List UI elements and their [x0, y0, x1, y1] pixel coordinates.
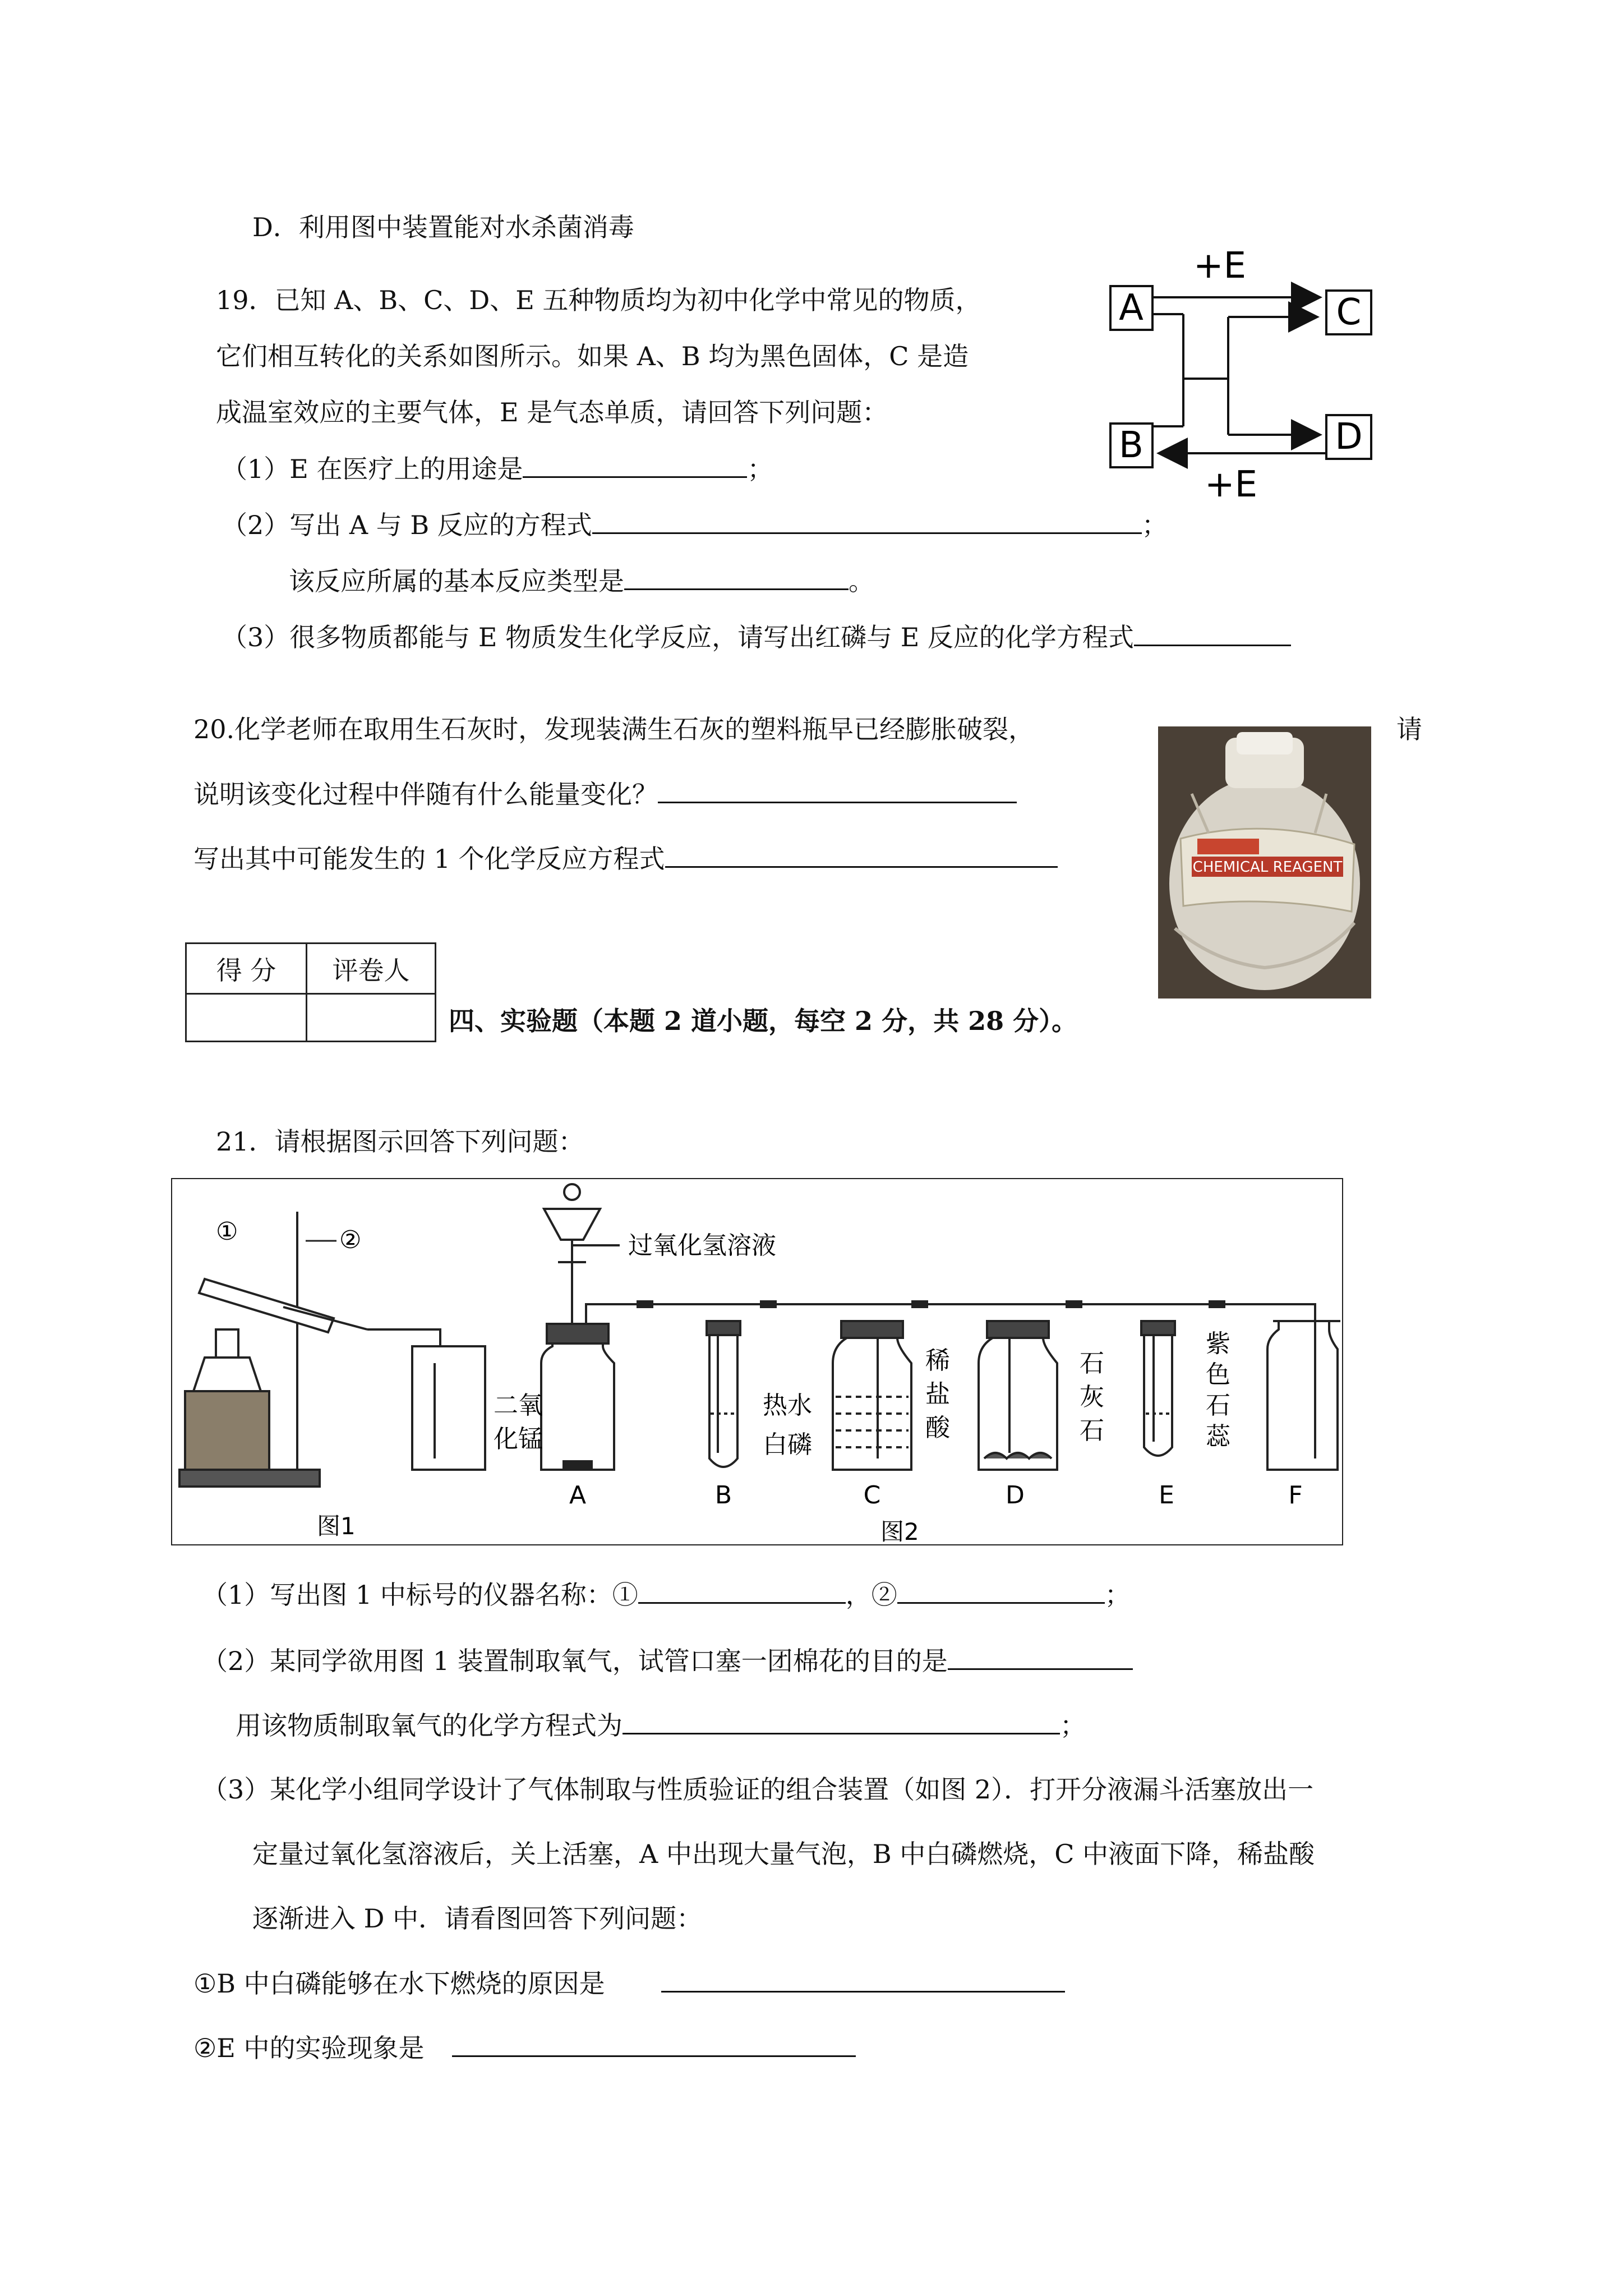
q21-instrument1-blank[interactable] — [638, 1577, 846, 1604]
q19-sub2-end: ； — [1141, 510, 1168, 540]
q19-sub3-text: （3）很多物质都能与 E 物质发生化学反应，请写出红磷与 E 反应的化学方程式 — [222, 622, 1134, 652]
q21-sub2 — [202, 1644, 1133, 1678]
litmus-label-3: 石 — [1206, 1391, 1230, 1420]
q20-energy-answer-blank[interactable] — [658, 777, 1017, 803]
q19-sub2b-answer-blank[interactable] — [624, 564, 849, 590]
letter-c: C — [863, 1481, 881, 1510]
broken-quicklime-bottle-photo — [1158, 726, 1371, 999]
limestone-label-2: 灰 — [1080, 1383, 1104, 1411]
hcl-label-3: 酸 — [925, 1414, 950, 1442]
q19-line1: 19．已知 A、B、C、D、E 五种物质均为初中化学中常见的物质， — [216, 285, 981, 315]
q21-sub2b-end: ； — [1060, 1710, 1086, 1741]
q18-option-d: D．利用图中装置能对水杀菌消毒 — [252, 212, 634, 242]
q21-sub1-end: ； — [1104, 1580, 1131, 1610]
score-cell[interactable] — [186, 994, 307, 1042]
letter-a: A — [569, 1481, 587, 1510]
q21-intro: 21．请根据图示回答下列问题： — [216, 1126, 584, 1157]
mno2-label-1: 二氧 — [494, 1391, 543, 1420]
grader-header: 评卷人 — [307, 944, 436, 994]
q19-sub3-answer-blank[interactable] — [1134, 620, 1291, 646]
letter-d: D — [1006, 1481, 1025, 1510]
q21-q-b — [193, 1966, 1065, 2000]
q19-sub2b — [289, 564, 874, 598]
q19-line3: 成温室效应的主要气体，E 是气态单质，请回答下列问题： — [216, 397, 888, 427]
q19-sub1-answer-blank[interactable] — [523, 452, 747, 478]
q19-sub1-text: （1）E 在医疗上的用途是 — [222, 454, 523, 484]
q19-relationship-diagram — [1094, 241, 1391, 510]
q19-line2: 它们相互转化的关系如图所示。如果 A、B 均为黑色固体，C 是造 — [216, 341, 969, 371]
label-a: A — [1119, 287, 1144, 329]
fig1-marker-1: ① — [216, 1217, 238, 1246]
q21-instrument2-blank[interactable] — [897, 1577, 1105, 1604]
white-phosphorus-label: 白磷 — [763, 1430, 812, 1459]
score-header: 得 分 — [186, 944, 307, 994]
q19-sub2b-text: 该反应所属的基本反应类型是 — [289, 566, 624, 596]
letter-f: F — [1288, 1481, 1303, 1510]
litmus-label-1: 紫 — [1206, 1329, 1230, 1358]
q20-line2 — [193, 777, 1017, 811]
q19-sub2-answer-blank[interactable] — [592, 508, 1142, 534]
label-bottom-plus-e: +E — [1204, 464, 1258, 505]
q19-sub2-text: （2）写出 A 与 B 反应的方程式 — [222, 510, 592, 540]
limestone-label-1: 石 — [1080, 1349, 1104, 1378]
q19-sub1 — [222, 452, 773, 486]
grader-cell[interactable] — [307, 994, 436, 1042]
flask-a — [541, 1324, 614, 1470]
section4-title: 四、实验题（本题 2 道小题，每空 2 分，共 28 分）。 — [449, 1006, 1078, 1036]
bottle-f — [1267, 1321, 1340, 1470]
q21-sub3-line2: 定量过氧化氢溶液后，关上活塞，A 中出现大量气泡，B 中白磷燃烧，C 中液面下降，稀盐酸 — [252, 1839, 1315, 1869]
q19-sub2b-end: 。 — [849, 566, 874, 596]
test-tube-e — [1141, 1321, 1175, 1456]
q19-sub1-end: ； — [747, 454, 773, 484]
limestone-label-3: 石 — [1080, 1416, 1104, 1445]
q21-sub1 — [202, 1577, 1131, 1612]
q21-sub1-mid: ，② — [845, 1580, 897, 1610]
q21-apparatus-figure — [171, 1178, 1343, 1545]
q21-q-e-blank[interactable] — [452, 2031, 856, 2057]
letter-e: E — [1159, 1481, 1174, 1510]
q21-q-e — [193, 2031, 856, 2065]
q21-q-b-blank[interactable] — [661, 1966, 1065, 1993]
q21-q-b-text: ①B 中白磷能够在水下燃烧的原因是 — [193, 1968, 605, 1999]
q21-sub3-line1: （3）某化学小组同学设计了气体制取与性质验证的组合装置（如图 2）．打开分液漏斗活塞放出一 — [202, 1774, 1314, 1805]
label-top-plus-e: +E — [1193, 245, 1247, 287]
q20-line1: 20.化学老师在取用生石灰时，发现装满生石灰的塑料瓶早已经膨胀破裂， — [193, 714, 1035, 744]
q20-equation-answer-blank[interactable] — [665, 841, 1058, 868]
q21-sub2b-text: 用该物质制取氧气的化学方程式为 — [236, 1710, 623, 1741]
hcl-label-2: 盐 — [925, 1380, 950, 1409]
mno2-label-2: 化锰 — [494, 1425, 543, 1453]
q20-line3 — [193, 841, 1058, 876]
letter-b: B — [714, 1481, 732, 1510]
litmus-label-4: 蕊 — [1206, 1422, 1230, 1451]
fig2-caption: 图2 — [880, 1518, 919, 1545]
q21-sub1-text: （1）写出图 1 中标号的仪器名称：① — [202, 1580, 638, 1610]
photo-label-text: CHEMICAL REAGENT — [1192, 859, 1343, 876]
label-b: B — [1119, 425, 1144, 466]
fig1-caption: 图1 — [317, 1512, 356, 1540]
q20-line2-text: 说明该变化过程中伴随有什么能量变化？ — [193, 779, 658, 809]
q21-cotton-purpose-blank[interactable] — [948, 1644, 1133, 1670]
q19-sub3 — [222, 620, 1291, 654]
q21-equation-blank[interactable] — [623, 1708, 1060, 1734]
score-table — [185, 942, 436, 1042]
test-tube-b — [707, 1321, 740, 1467]
q21-sub2-text: （2）某同学欲用图 1 装置制取氧气，试管口塞一团棉花的目的是 — [202, 1646, 948, 1676]
q21-q-e-text: ②E 中的实验现象是 — [193, 2033, 425, 2063]
h2o2-label: 过氧化氢溶液 — [628, 1231, 776, 1260]
hot-water-label: 热水 — [763, 1391, 812, 1420]
hcl-label-1: 稀 — [925, 1346, 950, 1375]
q21-sub3-line3: 逐渐进入 D 中．请看图回答下列问题： — [252, 1903, 703, 1934]
fig1-marker-2: ② — [339, 1226, 362, 1254]
litmus-label-2: 色 — [1206, 1360, 1230, 1389]
q20-line3-text: 写出其中可能发生的 1 个化学反应方程式 — [193, 844, 665, 874]
q19-sub2 — [222, 508, 1168, 542]
label-d: D — [1335, 416, 1363, 458]
q21-sub2b — [236, 1708, 1086, 1742]
label-c: C — [1336, 292, 1362, 333]
flask-d — [979, 1321, 1057, 1470]
flask-c — [833, 1321, 911, 1470]
q20-line1-end: 请 — [1396, 714, 1422, 744]
